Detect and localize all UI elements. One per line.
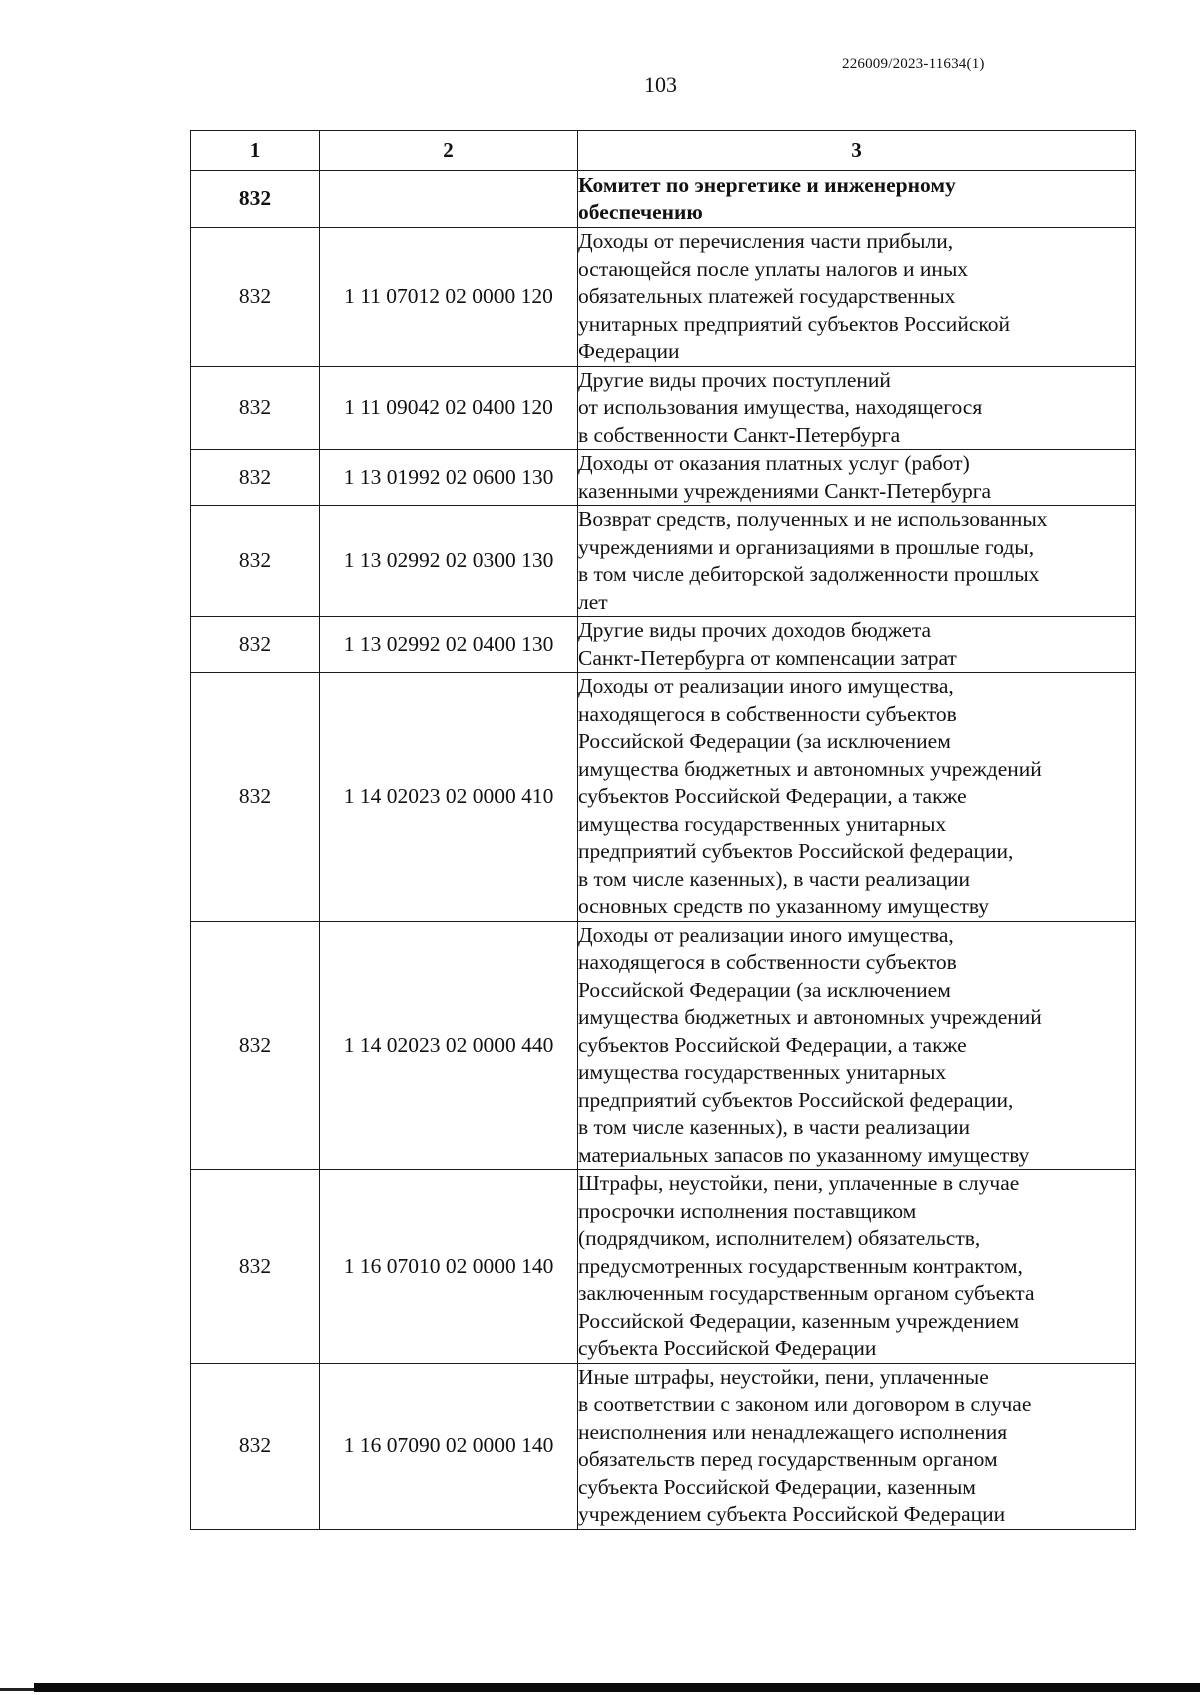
description-cell: Другие виды прочих доходов бюджета Санкт-Петербурга от компенсации затрат bbox=[578, 617, 1136, 673]
table-row bbox=[191, 617, 1136, 673]
revenue-code-cell: 1 16 07010 02 0000 140 bbox=[320, 1170, 578, 1364]
table-row bbox=[191, 228, 1136, 367]
admin-code-cell: 832 bbox=[191, 366, 320, 450]
column-header-3: 3 bbox=[578, 131, 1136, 171]
admin-code-cell: 832 bbox=[191, 228, 320, 367]
description-cell: Другие виды прочих поступлений от использования имущества, находящегося в собственности Санкт-Петербурга bbox=[578, 366, 1136, 450]
revenue-code-cell: 1 13 02992 02 0300 130 bbox=[320, 506, 578, 617]
admin-code-cell: 832 bbox=[191, 506, 320, 617]
description-cell: Доходы от перечисления части прибыли, остающейся после уплаты налогов и иных обязательных платежей государственных унитарных предприятий субъектов Российской Федерации bbox=[578, 228, 1136, 367]
table-body bbox=[191, 171, 1136, 1530]
description-cell: Иные штрафы, неустойки, пени, уплаченные в соответствии с законом или договором в случае неисполнения или ненадлежащего исполнения обязательств перед государственным органом субъекта Российской Федерации, казенным учреждением субъекта Российской Федерации bbox=[578, 1363, 1136, 1529]
description-cell: Доходы от оказания платных услуг (работ) казенными учреждениями Санкт-Петербурга bbox=[578, 450, 1136, 506]
page-number: 103 bbox=[644, 72, 677, 97]
description-cell: Возврат средств, полученных и не использованных учреждениями и организациями в прошлые годы, в том числе дебиторской задолженности прошлых лет bbox=[578, 506, 1136, 617]
table-row bbox=[191, 1363, 1136, 1529]
description-cell: Штрафы, неустойки, пени, уплаченные в случае просрочки исполнения поставщиком (подрядчиком, исполнителем) обязательств, предусмотренных государственным контрактом, заключенным государственным органом субъекта Российской Федерации, казенным учреждением субъекта Российской Федерации bbox=[578, 1170, 1136, 1364]
admin-code-cell: 832 bbox=[191, 450, 320, 506]
revenue-code-cell: 1 14 02023 02 0000 410 bbox=[320, 673, 578, 922]
table-row bbox=[191, 1170, 1136, 1364]
table-row bbox=[191, 450, 1136, 506]
table-row bbox=[191, 366, 1136, 450]
revenue-code-cell bbox=[320, 171, 578, 228]
revenue-codes-table bbox=[190, 130, 1136, 1530]
admin-code-cell: 832 bbox=[191, 171, 320, 228]
table-row bbox=[191, 673, 1136, 922]
table-row bbox=[191, 921, 1136, 1170]
admin-code-cell: 832 bbox=[191, 673, 320, 922]
table-row-section bbox=[191, 171, 1136, 228]
column-header-2: 2 bbox=[320, 131, 578, 171]
document-reference: 226009/2023-11634(1) bbox=[842, 56, 985, 72]
revenue-code-cell: 1 14 02023 02 0000 440 bbox=[320, 921, 578, 1170]
description-cell: Доходы от реализации иного имущества, находящегося в собственности субъектов Российской Федерации (за исключением имущества бюджетных и автономных учреждений субъектов Российской Федерации, а также имущества государственных унитарных предприятий субъектов Российской федерации, в том числе казенных), в части реализации материальных запасов по указанному имуществу bbox=[578, 921, 1136, 1170]
admin-code-cell: 832 bbox=[191, 921, 320, 1170]
table-row bbox=[191, 506, 1136, 617]
revenue-code-cell: 1 13 02992 02 0400 130 bbox=[320, 617, 578, 673]
description-cell: Доходы от реализации иного имущества, находящегося в собственности субъектов Российской Федерации (за исключением имущества бюджетных и автономных учреждений субъектов Российской Федерации, а также имущества государственных унитарных предприятий субъектов Российской федерации, в том числе казенных), в части реализации основных средств по указанному имуществу bbox=[578, 673, 1136, 922]
table-header-row bbox=[191, 131, 1136, 171]
admin-code-cell: 832 bbox=[191, 1170, 320, 1364]
admin-code-cell: 832 bbox=[191, 617, 320, 673]
revenue-code-cell: 1 11 07012 02 0000 120 bbox=[320, 228, 578, 367]
scan-bottom-border bbox=[34, 1683, 1200, 1692]
revenue-code-cell: 1 13 01992 02 0600 130 bbox=[320, 450, 578, 506]
column-header-1: 1 bbox=[191, 131, 320, 171]
description-cell: Комитет по энергетике и инженерному обеспечению bbox=[578, 171, 1136, 228]
revenue-code-cell: 1 11 09042 02 0400 120 bbox=[320, 366, 578, 450]
admin-code-cell: 832 bbox=[191, 1363, 320, 1529]
revenue-code-cell: 1 16 07090 02 0000 140 bbox=[320, 1363, 578, 1529]
